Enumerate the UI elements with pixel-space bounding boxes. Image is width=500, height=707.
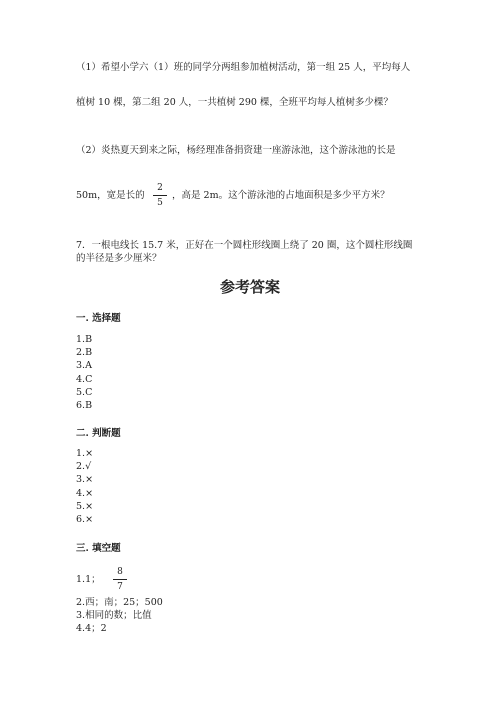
question-7-line-2: 的半径是多少厘米？ (76, 253, 162, 264)
question-1-line-2: 植树 10 棵，第二组 20 人，一共植树 290 棵，全班平均每人植树多少棵？ (76, 97, 393, 108)
fraction-denominator: 7 (117, 582, 123, 592)
list-item: 2.√ (76, 461, 92, 473)
section-3-item-1-pre: 1.1； (76, 574, 101, 585)
list-item: 2.B (76, 347, 93, 359)
question-2-line-2-pre: 50m，宽是长的 (76, 190, 145, 201)
list-item: 5.× (76, 500, 94, 512)
list-item: 6.B (76, 400, 93, 412)
section-3-heading: 三. 填空题 (76, 543, 121, 554)
section-3-item-1-fraction (113, 567, 127, 592)
list-item: 3.相同的数；比值 (76, 610, 152, 622)
section-1-list (76, 333, 92, 412)
question-2-line-1: （2）炎热夏天到来之际，杨经理准备捐资建一座游泳池，这个游泳池的长是 (76, 145, 396, 156)
list-item: 4.4；2 (76, 623, 107, 635)
fraction-numerator: 8 (117, 567, 123, 577)
question-2-line-2-post: ，高是 2m。这个游泳池的占地面积是多少平方米？ (172, 190, 390, 201)
question-7-line-1: 7．一根电线长 15.7 米，正好在一个圆柱形线圈上绕了 20 圈，这个圆柱形线圈 (76, 240, 413, 251)
list-item: 1.× (76, 448, 94, 459)
fraction-bar (153, 195, 167, 196)
list-item: 3.× (76, 474, 94, 486)
list-item: 1.B (76, 334, 93, 345)
fraction-numerator: 2 (157, 183, 163, 193)
fraction-denominator: 5 (157, 198, 163, 208)
section-3-list (76, 596, 163, 636)
section-2-list (76, 447, 93, 526)
fraction-bar (113, 579, 127, 580)
section-1-heading: 一. 选择题 (76, 313, 121, 324)
list-item: 3.A (76, 360, 92, 372)
answers-title: 参考答案 (219, 278, 280, 296)
question-2-fraction (153, 183, 167, 208)
list-item: 4.× (76, 487, 94, 499)
list-item: 6.× (76, 514, 94, 526)
list-item: 4.C (76, 373, 93, 385)
list-item: 5.C (76, 386, 93, 398)
section-2-heading: 二. 判断题 (76, 428, 121, 439)
list-item: 2.西；南；25；500 (76, 597, 163, 608)
question-1-line-1: （1）希望小学六（1）班的同学分两组参加植树活动，第一组 25 人，平均每人 (76, 62, 411, 73)
